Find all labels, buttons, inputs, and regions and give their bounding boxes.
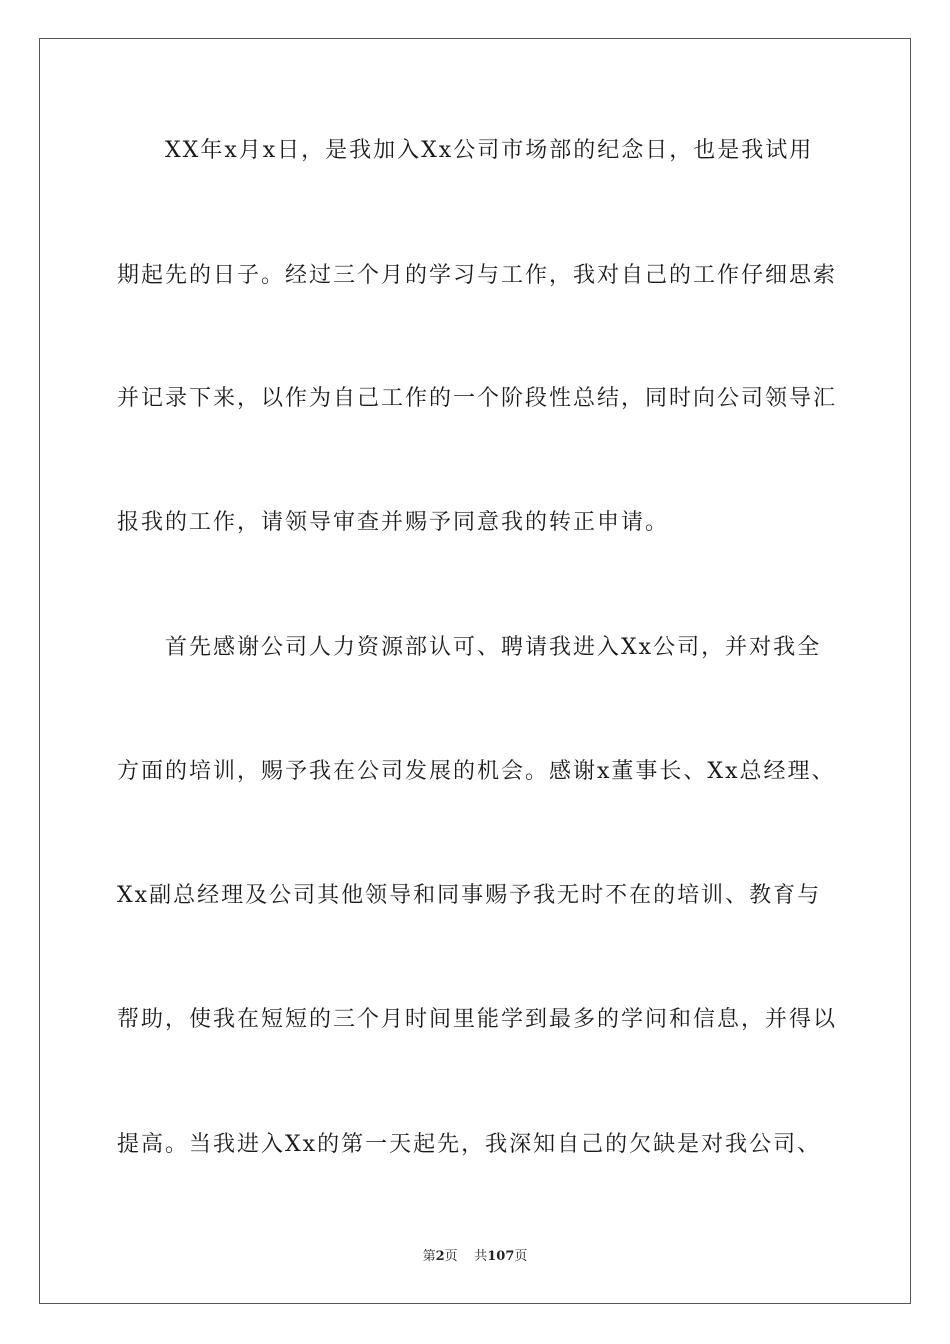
paragraph-line: 首先感谢公司人力资源部认可、聘请我进入Xx公司，并对我全	[165, 635, 822, 660]
page-frame	[39, 38, 911, 1304]
page-number: 2	[435, 1249, 445, 1264]
page-suffix: 页	[444, 1249, 458, 1264]
paragraph-line: Xx副总经理及公司其他领导和同事赐予我无时不在的培训、教育与	[117, 883, 822, 908]
total-pages: 107	[487, 1249, 515, 1264]
paragraph-line: 并记录下来，以作为自己工作的一个阶段性总结，同时向公司领导汇	[117, 386, 838, 411]
total-suffix: 页	[514, 1249, 528, 1264]
paragraph-line: XX年x月x日，是我加入Xx公司市场部的纪念日，也是我试用	[165, 138, 814, 163]
paragraph-line: 方面的培训，赐予我在公司发展的机会。感谢x董事长、Xx总经理、	[117, 759, 836, 784]
paragraph-line: 报我的工作，请领导审查并赐予同意我的转正申请。	[117, 510, 670, 535]
total-prefix: 共	[474, 1249, 488, 1264]
paragraph-line: 帮助，使我在短短的三个月时间里能学到最多的学问和信息，并得以	[117, 1007, 838, 1032]
page-footer	[0, 1248, 950, 1266]
paragraph-line: 提高。当我进入Xx的第一天起先，我深知自己的欠缺是对我公司、	[117, 1132, 822, 1157]
paragraph-line: 期起先的日子。经过三个月的学习与工作，我对自己的工作仔细思索	[117, 263, 838, 288]
page-prefix: 第	[422, 1249, 436, 1264]
